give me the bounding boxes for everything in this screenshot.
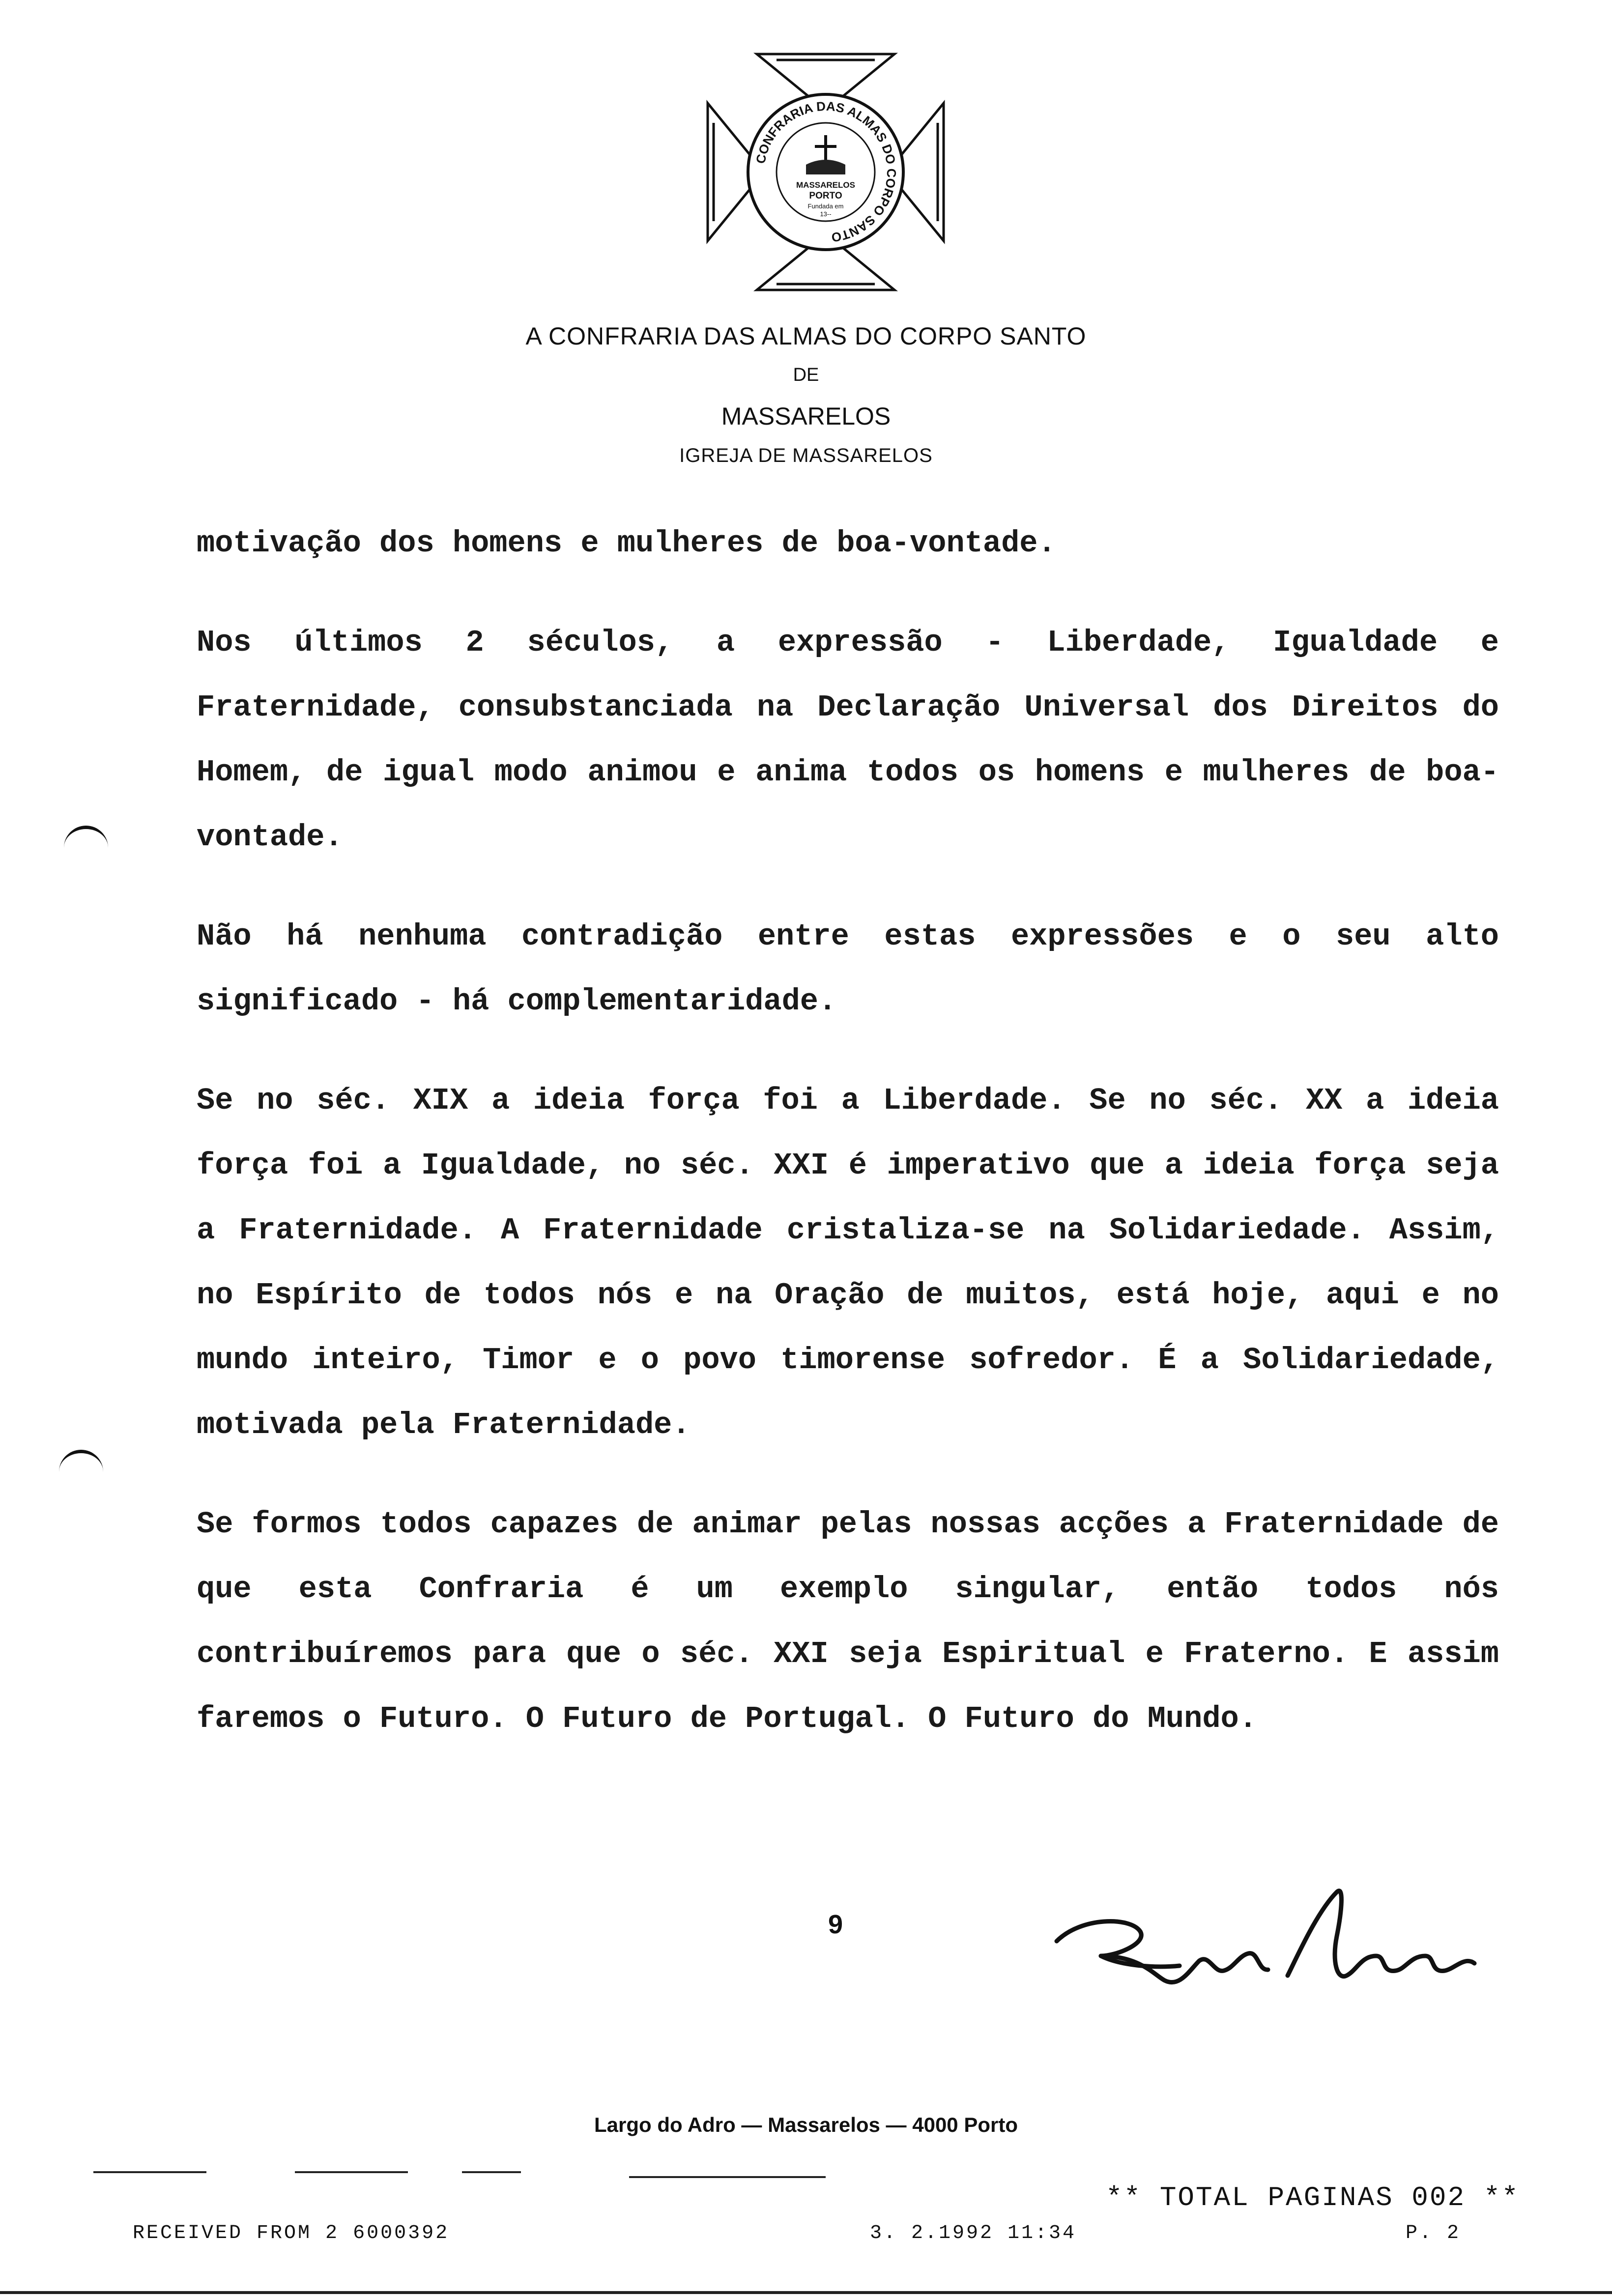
paragraph-3: Não há nenhuma contradição entre estas expressões e o seu alto significado - há complementaridade. <box>197 919 1499 1019</box>
fax-date-time: 3. 2.1992 11:34 <box>870 2222 1077 2244</box>
paragraph-4: Se no séc. XIX a ideia força foi a Liberdade. Se no séc. XX a ideia força foi a Igualdade, no séc. XXI é imperativo que a ideia força seja a Fraternidade. A Fraternidade cristaliza-se na Solidariedade. Assim, no Espírito de todos nós e na Oração de muitos, está hoje, aqui e no mundo inteiro, Timor e o povo timorense sofredor. É a Solidariedade, motivada pela Fraternidade. <box>197 1083 1499 1442</box>
fax-page-ref: P. 2 <box>1406 2222 1461 2244</box>
signature-icon <box>1042 1882 1509 2010</box>
paragraph-5: Se formos todos capazes de animar pelas nossas acções a Fraternidade de que esta Confraria é um exemplo singular, então todos nós contribuíremos para que o séc. XXI seja Espiritual e Fraterno. E assim faremos o Futuro. O Futuro de Portugal. O Futuro do Mundo. <box>197 1507 1499 1736</box>
seal-inner-line1: MASSARELOS <box>796 180 855 190</box>
handwritten-signature <box>1042 1882 1509 2010</box>
binding-mark <box>59 1450 103 1473</box>
header-igreja: IGREJA DE MASSARELOS <box>679 445 933 466</box>
fax-rule <box>93 2171 206 2173</box>
paragraph-1: motivação dos homens e mulheres de boa-vontade. <box>197 526 1056 561</box>
letter-body <box>197 511 1499 1786</box>
paragraph-2: Nos últimos 2 séculos, a expressão - Liberdade, Igualdade e Fraternidade, consubstanciada na Declaração Universal dos Direitos do Homem, de igual modo animou e anima todos os homens e mulheres de boa-vontade. <box>197 625 1499 855</box>
footer-address: Largo do Adro — Massarelos — 4000 Porto <box>594 2113 1018 2136</box>
binding-mark <box>64 826 108 849</box>
page-number: 9 <box>828 1910 843 1939</box>
seal-inner-line2: PORTO <box>809 191 842 201</box>
header-title: A CONFRARIA DAS ALMAS DO CORPO SANTO <box>525 322 1087 350</box>
header-de: DE <box>793 365 819 385</box>
confraria-seal <box>703 49 949 295</box>
total-pages: ** TOTAL PAGINAS 002 ** <box>1106 2182 1520 2213</box>
received-from: RECEIVED FROM 2 6000392 <box>133 2222 450 2244</box>
seal-ring-text: CONFRARIA DAS ALMAS DO CORPO SANTO <box>753 98 899 245</box>
header-massarelos: MASSARELOS <box>721 402 891 430</box>
fax-rule <box>629 2176 826 2178</box>
cross-seal-icon <box>703 49 949 295</box>
fax-rule <box>462 2171 521 2173</box>
seal-inner-line4: 13-- <box>820 210 832 218</box>
fax-rule <box>295 2171 408 2173</box>
bottom-rule <box>0 2291 1612 2294</box>
seal-inner-line3: Fundada em <box>807 202 844 210</box>
